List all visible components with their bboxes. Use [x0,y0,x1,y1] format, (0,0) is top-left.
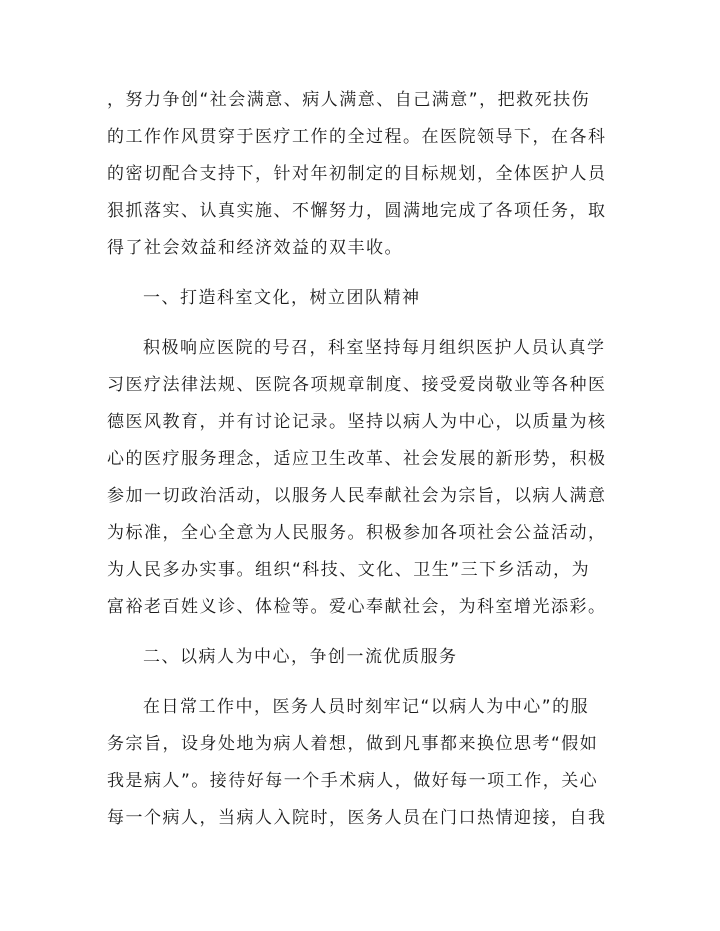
paragraph2-line-8: 富裕老百姓义诊、体检等。爱心奉献社会，为科室增光添彩。 [107,597,607,617]
paragraph2-line-4: 心的医疗服务理念，适应卫生改革、社会发展的新形势，积极 [107,449,607,469]
section-heading-2: 二、以病人为中心，争创一流优质服务 [143,647,458,667]
paragraph3-line-4: 每一个病人，当病人入院时，医务人员在门口热情迎接，自我 [107,808,607,828]
paragraph2-line-2: 习医疗法律法规、医院各项规章制度、接受爱岗敬业等各种医 [107,375,607,395]
paragraph2-line-5: 参加一切政治活动，以服务人民奉献社会为宗旨，以病人满意 [107,486,607,506]
paragraph2-line-6: 为标准，全心全意为人民服务。积极参加各项社会公益活动， [107,523,607,543]
paragraph1-line-5: 得了社会效益和经济效益的双丰收。 [107,238,403,258]
section-heading-1: 一、打造科室文化，树立团队精神 [143,288,421,308]
paragraph1-line-1: ，努力争创“社会满意、病人满意、自己满意”，把救死扶伤 [107,90,591,110]
paragraph3-line-1: 在日常工作中，医务人员时刻牢记“以病人为中心”的服 [143,697,590,717]
paragraph2-line-7: 为人民多办实事。组织“科技、文化、卫生”三下乡活动，为 [107,560,591,580]
paragraph2-line-1: 积极响应医院的号召，科室坚持每月组织医护人员认真学 [143,338,606,358]
paragraph2-line-3: 德医风教育，并有讨论记录。坚持以病人为中心，以质量为核 [107,412,607,432]
paragraph1-line-3: 的密切配合支持下，针对年初制定的目标规划，全体医护人员 [107,164,607,184]
paragraph1-line-4: 狠抓落实、认真实施、不懈努力，圆满地完成了各项任务，取 [107,201,607,221]
paragraph3-line-2: 务宗旨，设身处地为病人着想，做到凡事都来换位思考“假如 [107,734,599,754]
paragraph3-line-3: 我是病人”。接待好每一个手术病人，做好每一项工作，关心 [107,771,599,791]
paragraph1-line-2: 的工作作风贯穿于医疗工作的全过程。在医院领导下，在各科 [107,127,607,147]
